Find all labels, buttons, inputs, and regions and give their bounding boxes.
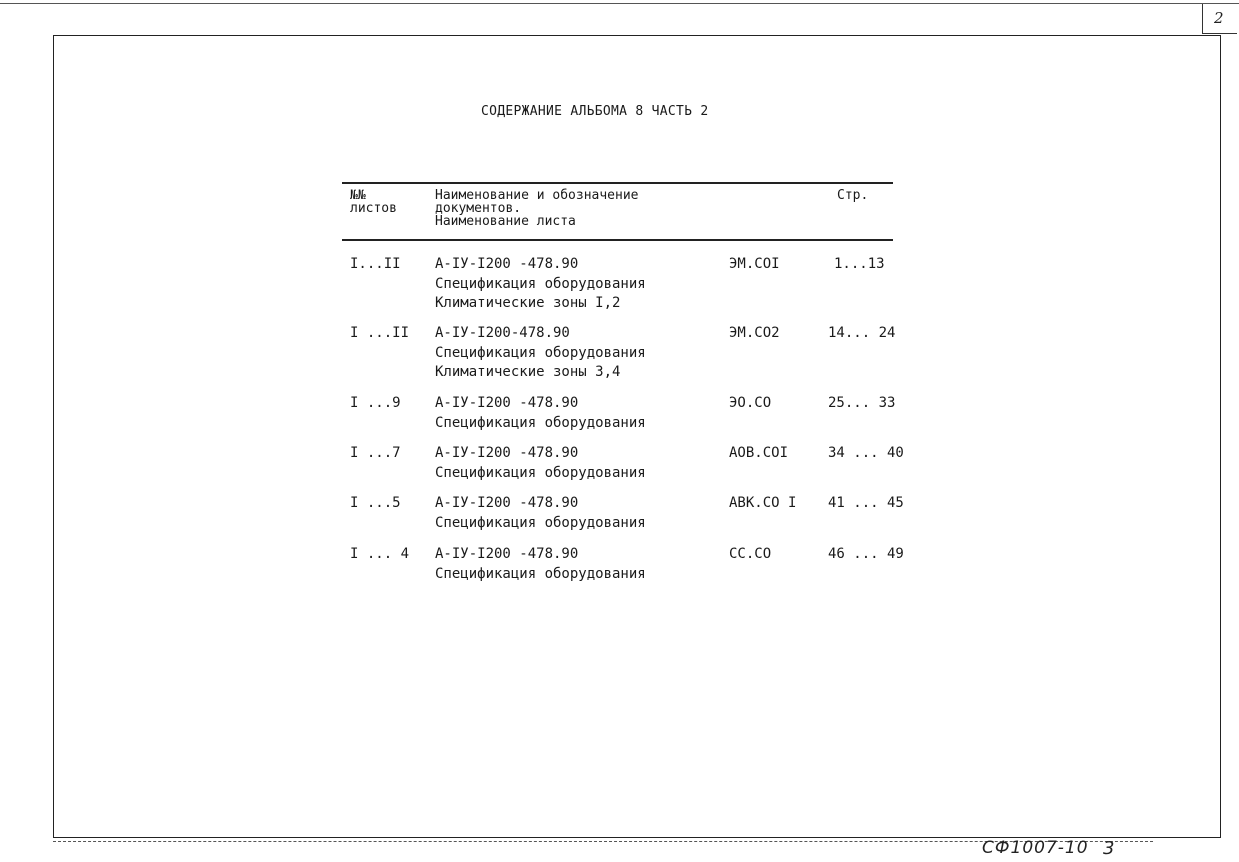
- row-pages: 34 ... 40: [828, 445, 904, 461]
- header-sheets-line1: №№: [350, 188, 366, 203]
- row-name: [435, 444, 646, 483]
- row-code: АОВ.СОI: [729, 445, 789, 461]
- header-name-line3: Наименование листа: [435, 214, 576, 229]
- row-pages: 1...13: [834, 256, 885, 272]
- drawing-frame: [53, 35, 1221, 838]
- header-name-column: [435, 189, 639, 228]
- page-title: СОДЕРЖАНИЕ АЛЬБОМА 8 ЧАСТЬ 2: [481, 104, 709, 119]
- row-name: [435, 494, 646, 533]
- row-name: [435, 255, 646, 314]
- row-description: Климатические зоны 3,4: [435, 364, 621, 380]
- row-description: Спецификация оборудования: [435, 565, 646, 582]
- document-code: СФ1007-10: [982, 838, 1089, 858]
- row-description: Спецификация оборудования: [435, 414, 646, 431]
- row-designation: А-IУ-I200 -478.90: [435, 395, 579, 411]
- row-sheets: I ...7: [350, 445, 401, 461]
- row-sheets: I...II: [350, 256, 401, 272]
- row-designation: А-IУ-I200 -478.90: [435, 256, 579, 272]
- page-number: 3: [1103, 838, 1115, 859]
- row-sheets: I ... 4: [350, 546, 410, 562]
- row-pages: 14... 24: [828, 325, 896, 341]
- row-sheets: I ...II: [350, 325, 410, 341]
- row-name: [435, 545, 646, 584]
- row-code: АВК.СО I: [729, 495, 797, 511]
- row-sheets: I ...9: [350, 395, 401, 411]
- row-description: Климатические зоны I,2: [435, 295, 621, 311]
- row-code: ЭМ.СО2: [729, 325, 780, 341]
- corner-page-number: 2: [1214, 9, 1224, 27]
- row-pages: 41 ... 45: [828, 495, 904, 511]
- row-designation: А-IУ-I200 -478.90: [435, 495, 579, 511]
- row-code: ЭО.СО: [729, 395, 772, 411]
- header-page-column: Стр.: [837, 188, 869, 203]
- row-sheets: I ...5: [350, 495, 401, 511]
- top-border-line: [0, 3, 1239, 4]
- header-name-line2: документов.: [435, 201, 522, 216]
- row-code: СС.СО: [729, 546, 772, 562]
- row-name: [435, 394, 646, 433]
- row-code: ЭМ.СОI: [729, 256, 780, 272]
- row-pages: 46 ... 49: [828, 546, 904, 562]
- row-description: Спецификация оборудования: [435, 514, 646, 531]
- row-description: Спецификация оборудования: [435, 464, 646, 481]
- row-name: [435, 324, 646, 383]
- header-sheets-line2: листов: [350, 201, 397, 216]
- row-description: Спецификация оборудования: [435, 344, 646, 361]
- header-name-line1: Наименование и обозначение: [435, 188, 639, 203]
- table-top-rule: [342, 182, 893, 184]
- table-header-rule: [342, 239, 893, 241]
- row-pages: 25... 33: [828, 395, 896, 411]
- row-designation: А-IУ-I200 -478.90: [435, 546, 579, 562]
- row-description: Спецификация оборудования: [435, 275, 646, 292]
- row-designation: А-IУ-I200 -478.90: [435, 445, 579, 461]
- row-designation: А-IУ-I200-478.90: [435, 325, 570, 341]
- header-sheets-column: [350, 189, 397, 215]
